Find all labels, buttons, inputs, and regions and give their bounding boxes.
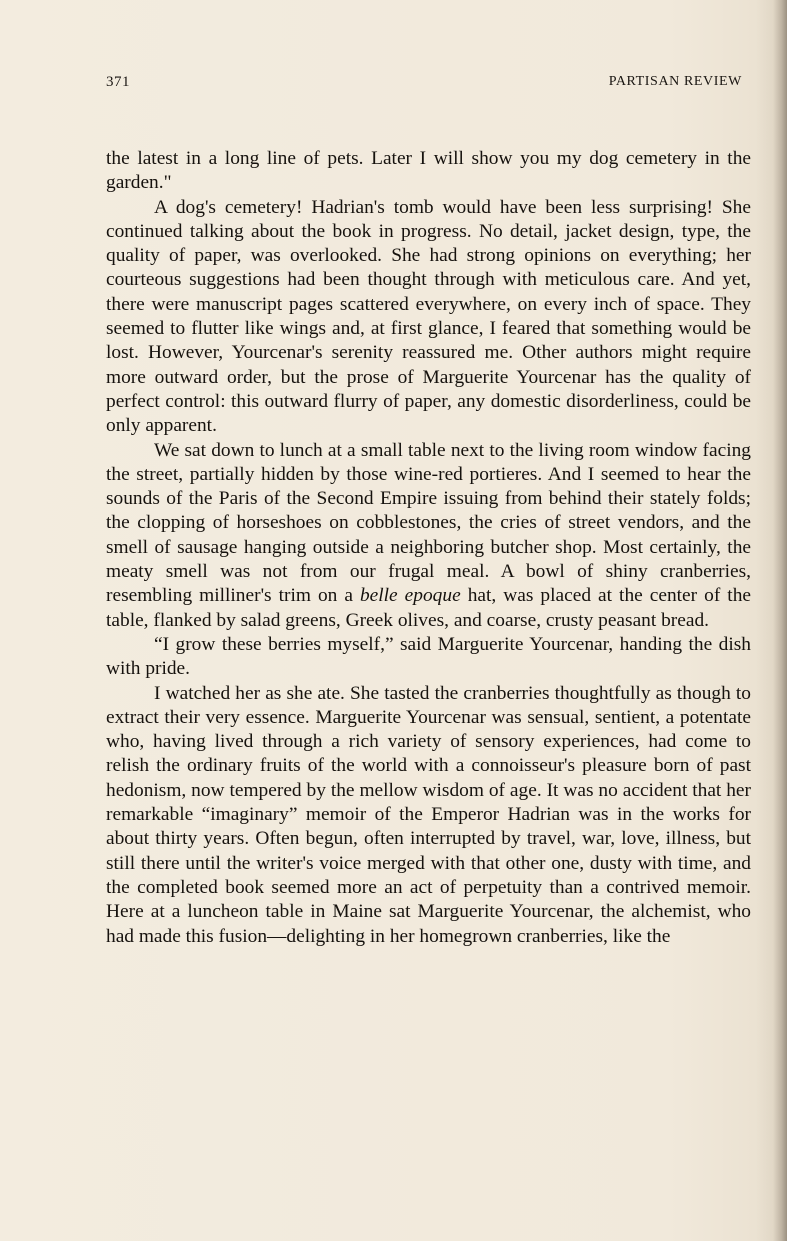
page-gutter-shadow bbox=[773, 0, 787, 1241]
paragraph-3 bbox=[106, 439, 751, 633]
paragraph-2: A dog's cemetery! Hadrian's tomb would have been less surprising! She continued talking about the book in progress. No detail, jacket design, type, the quality of paper, was overlooked. She had strong opinions on everything; her courteous suggestions had been thought through with meticulous care. And yet, there were manuscript pages scattered everywhere, on every inch of space. They seemed to flutter like wings and, at first glance, I feared that something would be lost. However, Yourcenar's serenity reassured me. Other authors might require more outward order, but the prose of Marguerite Yourcenar has the quality of perfect control: this outward flurry of paper, any domestic disorderliness, could be only apparent. bbox=[106, 196, 751, 437]
paragraph-4: “I grow these berries myself,” said Marguerite Yourcenar, handing the dish with pride. bbox=[106, 633, 751, 680]
paragraph-3-text-before: We sat down to lunch at a small table next to the living room window facing the street, partially hidden by those wine-red portieres. And I seemed to hear the sounds of the Paris of the Second Empire issuing from behind their stately folds; the clopping of horseshoes on cobblestones, the cries of street vendors, and the smell of sausage hanging outside a neighboring butcher shop. Most certainly, the meaty smell was not from our frugal meal. A bowl of shiny cranberries, resembling milliner's trim on a bbox=[106, 439, 751, 607]
paragraph-3-text-after: hat, was placed at the center of the table, flanked by salad greens, Greek olives, and coarse, crusty peasant bread. bbox=[106, 585, 751, 631]
italic-phrase-belle-epoque: belle epoque bbox=[359, 585, 461, 607]
body-text bbox=[106, 147, 751, 949]
running-head bbox=[106, 74, 742, 96]
journal-title: PARTISAN REVIEW bbox=[608, 74, 742, 89]
page-number: 371 bbox=[106, 74, 130, 90]
paragraph-1: the latest in a long line of pets. Later I will show you my dog cemetery in the garden." bbox=[106, 148, 751, 194]
paragraph-5: I watched her as she ate. She tasted the cranberries thoughtfully as though to extract their very essence. Marguerite Yourcenar was sensual, sentient, a potentate who, having lived through a rich variety of sensory experiences, had come to relish the ordinary fruits of the world with a connoisseur's pleasure born of past hedonism, now tempered by the mellow wisdom of age. It was no accident that her remarkable “imaginary” memoir of the Emperor Hadrian was in the works for about thirty years. Often begun, often interrupted by travel, war, love, illness, but still there until the writer's voice merged with that other one, dusty with time, and the completed book seemed more an act of perpetuity than a contrived memoir. Here at a luncheon table in Maine sat Marguerite Yourcenar, the alchemist, who had made this fusion—delighting in her homegrown cranberries, like the bbox=[106, 682, 751, 947]
